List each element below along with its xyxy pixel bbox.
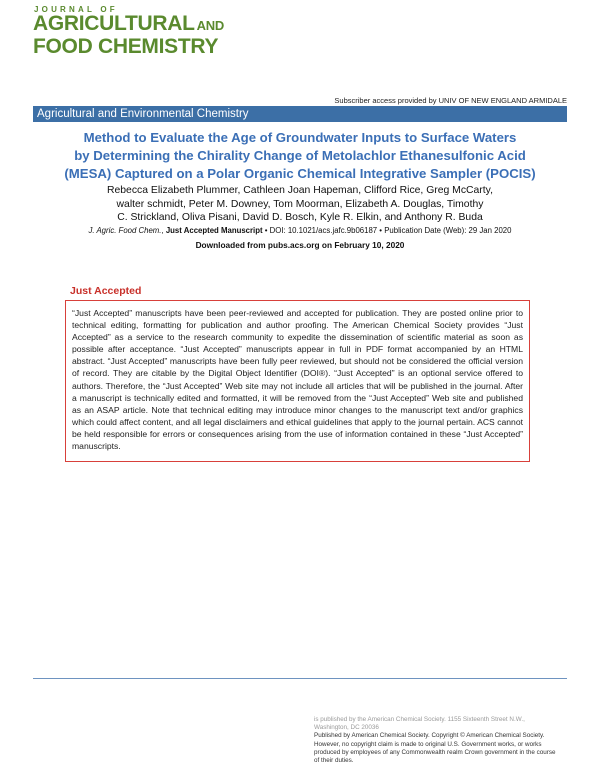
citation-sep: , <box>161 226 166 235</box>
copyright-line: produced by employees of any Commonwealth realm Crown government in the course <box>314 748 556 756</box>
footer-divider <box>33 678 567 679</box>
publisher-address: Washington, DC 20036 <box>314 724 379 732</box>
downloaded-notice: Downloaded from pubs.acs.org on February 10, 2020 <box>195 240 405 250</box>
author-line: walter schmidt, Peter M. Downey, Tom Moorman, Elizabeth A. Douglas, Timothy <box>116 198 484 210</box>
author-list <box>33 184 567 225</box>
just-accepted-heading: Just Accepted <box>70 285 142 297</box>
just-accepted-box <box>65 300 530 462</box>
copyright-line: However, no copyright claim is made to original U.S. Government works, or works <box>314 740 542 748</box>
journal-logo <box>33 5 233 57</box>
citation-status: Just Accepted Manuscript <box>165 226 263 235</box>
article-title-line: (MESA) Captured on a Polar Organic Chemical Integrative Sampler (POCIS) <box>64 166 536 181</box>
article-title-line: by Determining the Chirality Change of Metolachlor Ethanesulfonic Acid <box>74 148 526 163</box>
just-accepted-body: “Just Accepted” manuscripts have been peer-reviewed and accepted for publication. They are posted online prior to technical editing, formatting for publication and author proofing. The American Chemical Society provides “Just Accepted” as a service to the research community to expedite the dissemination of scientific material as soon as possible after acceptance. “Just Accepted” manuscripts appear in full in PDF format accompanied by an HTML abstract. “Just Accepted” manuscripts have been fully peer reviewed, but should not be considered the official version of record. They are citable by the Digital Object Identifier (DOI®). “Just Accepted” is an optional service offered to authors. Therefore, the “Just Accepted” Web site may not include all articles that will be published in the journal. After a manuscript is technically edited and formatted, it will be removed from the “Just Accepted” Web site and published as an ASAP article. Note that technical editing may introduce minor changes to the manuscript text and/or graphics which could affect content, and all legal disclaimers and ethical guidelines that apply to the journal pertain. ACS cannot be held responsible for errors or consequences arising from the use of information contained in these “Just Accepted” manuscripts. <box>72 308 523 452</box>
copyright-line: Published by American Chemical Society. Copyright © American Chemical Society. <box>314 732 545 740</box>
section-bar: Agricultural and Environmental Chemistry <box>33 106 567 122</box>
journal-logo-agricultural: AGRICULTURAL <box>33 12 195 35</box>
journal-logo-prefix: JOURNAL OF <box>34 5 118 14</box>
copyright-line: of their duties. <box>314 757 354 765</box>
journal-logo-line2: FOOD CHEMISTRY <box>33 35 219 58</box>
author-line: C. Strickland, Oliva Pisani, David D. Bosch, Kyle R. Elkin, and Anthony R. Buda <box>117 212 483 223</box>
journal-logo-line1 <box>33 14 233 36</box>
citation-journal: J. Agric. Food Chem. <box>88 226 162 235</box>
citation-doi[interactable]: • DOI: 10.1021/acs.jafc.9b06187 • Publication Date (Web): 29 Jan 2020 <box>262 226 512 235</box>
footer <box>314 716 574 765</box>
journal-logo-and: AND <box>196 18 224 33</box>
article-title <box>33 129 567 183</box>
author-line: Rebecca Elizabeth Plummer, Cathleen Joan Hapeman, Clifford Rice, Greg McCarty, <box>107 185 493 196</box>
publisher-line: is published by the American Chemical Society. 1155 Sixteenth Street N.W., <box>314 716 525 723</box>
article-title-line: Method to Evaluate the Age of Groundwater Inputs to Surface Waters <box>83 130 517 145</box>
subscriber-notice: Subscriber access provided by UNIV OF NEW ENGLAND ARMIDALE <box>334 96 567 105</box>
citation-line <box>33 226 567 235</box>
